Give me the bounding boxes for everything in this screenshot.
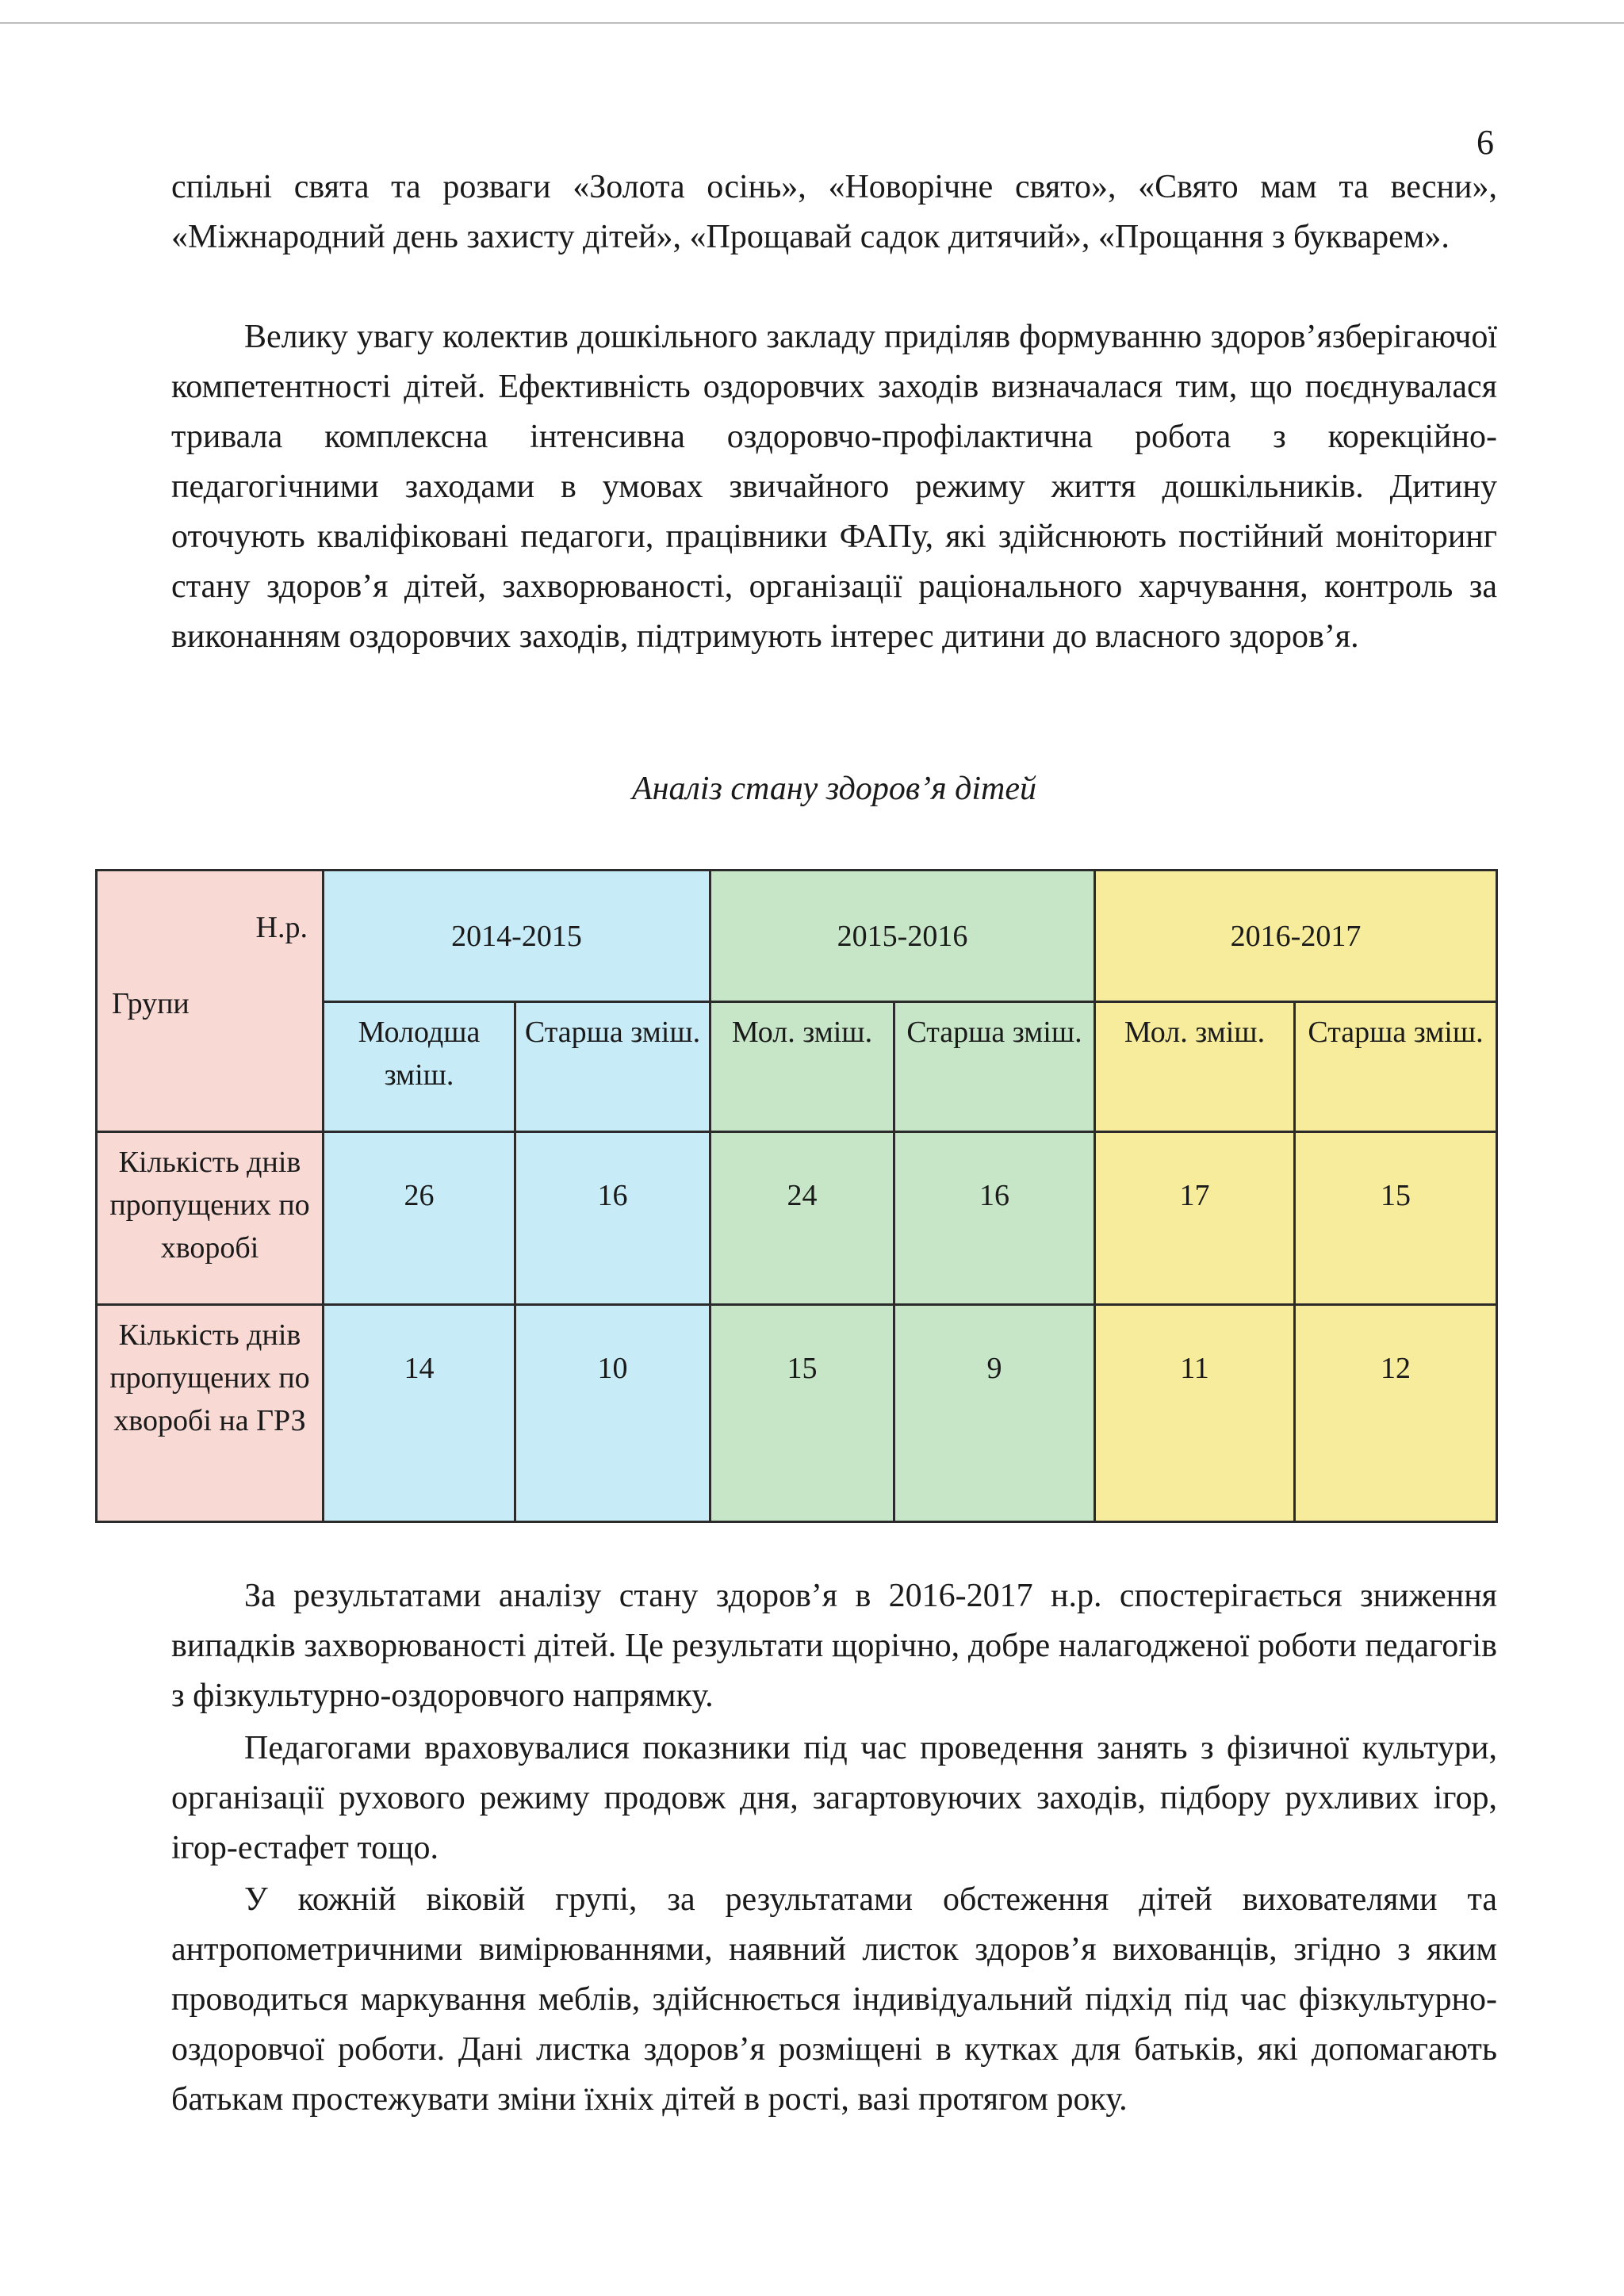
table-caption: Аналіз стану здоров’я дітей [631,771,1037,807]
page-number: 6 [1477,123,1494,162]
table-row [97,1132,1497,1305]
data-cell: 17 [1095,1132,1295,1305]
data-cell: 16 [894,1132,1095,1305]
table-row [97,1305,1497,1522]
school-year-header: Н.р. [255,911,308,944]
paragraph-health-sheet [171,1875,1497,2125]
paragraph-health-competence [171,312,1497,662]
data-cell: 10 [515,1305,710,1522]
year-header: 2015-2016 [710,871,1095,1002]
group-header: Старша зміш. [1295,1002,1497,1132]
group-header: Молодша зміш. [324,1002,515,1132]
groups-header: Групи [112,987,190,1020]
health-analysis-table [95,869,1498,1523]
paragraph-teachers-text: Педагогами враховувалися показники під час проведення занять з фізичної культури, організації рухового режиму продовж дня, загартовуючих заходів, підбору рухливих ігор, ігор-естафет тощо. [171,1730,1497,1866]
data-cell: 15 [1295,1132,1497,1305]
paragraph-results [171,1571,1497,1721]
year-header: 2014-2015 [324,871,710,1002]
paragraph-teachers [171,1724,1497,1873]
paragraph-events-text: спільні свята та розваги «Золота осінь», «Новорічне свято», «Свято мам та весни», «Міжнародний день захисту дітей», «Прощавай садок дитячий», «Прощання з букварем». [171,169,1497,255]
data-cell: 9 [894,1305,1095,1522]
year-header: 2016-2017 [1095,871,1497,1002]
table-corner-cell [97,871,324,1132]
data-cell: 12 [1295,1305,1497,1522]
data-cell: 26 [324,1132,515,1305]
data-cell: 14 [324,1305,515,1522]
group-header: Старша зміш. [515,1002,710,1132]
paragraph-health-sheet-text: У кожній віковій групі, за результатами обстеження дітей вихователями та антропометричними вимірюваннями, наявний листок здоров’я вихованців, згідно з яким проводиться маркування меблів, здійснюється індивідуальний підхід під час фізкультурно-оздоровчої роботи. Дані листка здоров’я розміщені в кутках для батьків, які допомагають батькам простежувати зміни їхніх дітей в рості, вазі протягом року. [171,1881,1497,2118]
row-label: Кількість днів пропущених по хворобі [97,1132,324,1305]
data-cell: 16 [515,1132,710,1305]
paragraph-events [171,163,1497,262]
data-cell: 11 [1095,1305,1295,1522]
group-header: Мол. зміш. [710,1002,894,1132]
data-cell: 24 [710,1132,894,1305]
paragraph-health-competence-text: Велику увагу колектив дошкільного закладу приділяв формуванню здоров’язберігаючої компетентності дітей. Ефективність оздоровчих заходів визначалася тим, що поєднувалася тривала комплексна інтенсивна оздоровчо-профілактична робота з корекційно-педагогічними заходами в умовах звичайного режиму життя дошкільників. Дитину оточують кваліфіковані педагоги, працівники ФАПу, які здійснюють постійний моніторинг стану здоров’я дітей, захворюваності, організації раціонального харчування, контроль за виконанням оздоровчих заходів, підтримують інтерес дитини до власного здоров’я. [171,319,1497,655]
top-scan-rule [0,22,1624,24]
group-header: Мол. зміш. [1095,1002,1295,1132]
group-header: Старша зміш. [894,1002,1095,1132]
data-cell: 15 [710,1305,894,1522]
row-label: Кількість днів пропущених по хворобі на ГРЗ [97,1305,324,1522]
paragraph-results-text: За результатами аналізу стану здоров’я в 2016-2017 н.р. спостерігається зниження випадків захворюваності дітей. Це результати щорічно, добре налагодженої роботи педагогів з фізкультурно-оздоровчого напрямку. [171,1578,1497,1714]
